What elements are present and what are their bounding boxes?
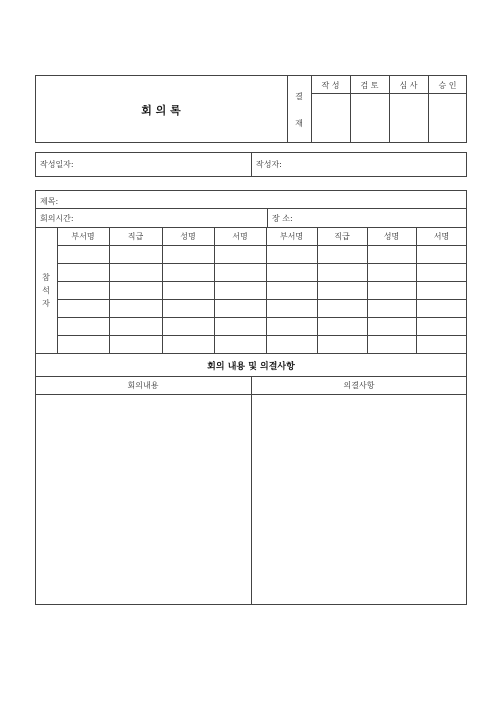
time-label: 회의시간: xyxy=(40,214,74,223)
content-left-header: 회의내용 xyxy=(127,381,159,390)
approval-divider xyxy=(287,75,288,143)
att-header-sign-1: 서명 xyxy=(232,232,248,241)
author-date-label: 작성일자: xyxy=(40,160,74,169)
attendees-label-3: 자 xyxy=(42,299,50,308)
att-row-line-3 xyxy=(57,281,467,282)
approval-col-approve: 승 인 xyxy=(438,81,457,90)
att-row-line-6 xyxy=(57,335,467,336)
att-block-bottom xyxy=(35,353,467,354)
approval-col-review: 검 토 xyxy=(360,81,379,90)
time-place-divider xyxy=(267,208,268,227)
attendees-label-1: 참 xyxy=(42,273,50,282)
meeting-content-area[interactable] xyxy=(36,395,250,604)
subject-line xyxy=(35,208,467,209)
att-row-line-2 xyxy=(57,263,467,264)
att-row-line-5 xyxy=(57,317,467,318)
author-label: 작성자: xyxy=(256,160,282,169)
att-header-rank-1: 직급 xyxy=(127,232,144,241)
att-header-dept-1: 부서명 xyxy=(71,232,95,241)
att-row-line-4 xyxy=(57,299,467,300)
place-label: 장 소: xyxy=(272,214,293,223)
attendees-label-2: 석 xyxy=(42,286,50,295)
approval-col-author: 작 성 xyxy=(321,81,340,90)
resolution-content-area[interactable] xyxy=(252,395,466,604)
att-header-dept-2: 부서명 xyxy=(279,232,304,241)
approval-label-top: 결 xyxy=(295,92,303,101)
att-header-rank-2: 직급 xyxy=(334,232,350,241)
att-header-sign-2: 서명 xyxy=(433,232,450,241)
approval-header-line xyxy=(311,93,467,94)
document-title: 회 의 록 xyxy=(141,104,181,117)
time-line xyxy=(35,227,467,228)
att-header-name-2: 성명 xyxy=(383,232,400,241)
subject-label: 제목: xyxy=(40,197,59,206)
content-right-header: 의결사항 xyxy=(343,381,375,390)
att-header-name-1: 성명 xyxy=(180,232,196,241)
approval-label-bottom: 재 xyxy=(295,119,303,128)
approval-col-inspect: 심 사 xyxy=(399,81,418,90)
att-row-line-1 xyxy=(57,245,467,246)
info-divider xyxy=(251,152,252,177)
content-section-title: 회의 내용 및 의결사항 xyxy=(207,362,295,372)
